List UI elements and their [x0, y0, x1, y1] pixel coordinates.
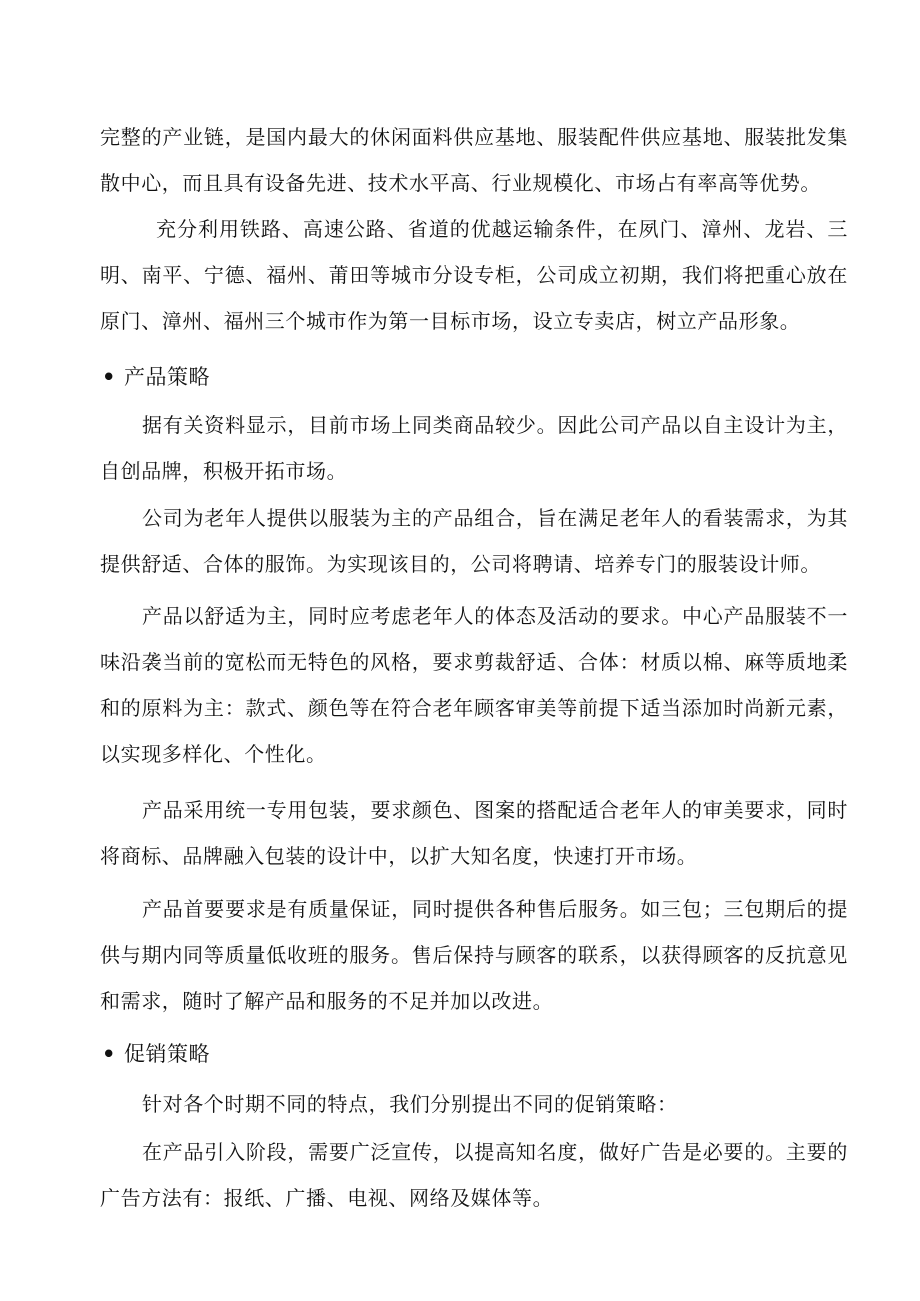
- paragraph-industry-chain: 完整的产业链，是国内最大的休闲面料供应基地、服装配件供应基地、服装批发集散中心，而且具有设备先进、技术水平高、行业规模化、市场占有率高等优势。: [100, 125, 848, 195]
- section-title: 促销策略: [124, 1042, 210, 1066]
- paragraph-product-4: 产品采用统一专用包装，要求颜色、图案的搭配适合老年人的审美要求，同时将商标、品牌融入包装的设计中，以扩大知名度，快速打开市场。: [100, 798, 848, 868]
- bullet-icon: •: [102, 1042, 116, 1066]
- section-title: 产品策略: [124, 365, 210, 389]
- section-heading-promotion-strategy: [102, 1039, 210, 1069]
- paragraph-promotion-1: 针对各个时期不同的特点，我们分别提出不同的促销策略：: [142, 1092, 678, 1116]
- paragraph-product-1: 据有关资料显示，目前市场上同类商品较少。因此公司产品以自主设计为主，自创品牌，积极开拓市场。: [100, 413, 848, 483]
- paragraph-distribution: 充分利用铁路、高速公路、省道的优越运输条件，在夙门、漳州、龙岩、三明、南平、宁德、福州、莆田等城市分设专柜，公司成立初期，我们将把重心放在原门、漳州、福州三个城市作为第一目标市场，设立专卖店，树立产品形象。: [100, 217, 848, 333]
- bullet-icon: •: [102, 365, 116, 389]
- section-heading-product-strategy: [102, 362, 210, 392]
- paragraph-product-5: 产品首要要求是有质量保证，同时提供各种售后服务。如三包；三包期后的提供与期内同等质量低收班的服务。售后保持与顾客的联系，以获得顾客的反抗意见和需求，随时了解产品和服务的不足并加以改进。: [100, 897, 848, 1013]
- paragraph-product-2: 公司为老年人提供以服装为主的产品组合，旨在满足老年人的看装需求，为其提供舒适、合体的服饰。为实现该目的，公司将聘请、培养专门的服装设计师。: [100, 506, 848, 576]
- paragraph-product-3: 产品以舒适为主，同时应考虑老年人的体态及活动的要求。中心产品服装不一味沿袭当前的宽松而无特色的风格，要求剪裁舒适、合体：材质以棉、麻等质地柔和的原料为主：款式、颜色等在符合老年顾客审美等前提下适当添加时尚新元素，以实现多样化、个性化。: [100, 604, 848, 766]
- paragraph-promotion-2: 在产品引入阶段，需要广泛宣传，以提高知名度，做好广告是必要的。主要的广告方法有：报纸、广播、电视、网络及媒体等。: [100, 1140, 848, 1210]
